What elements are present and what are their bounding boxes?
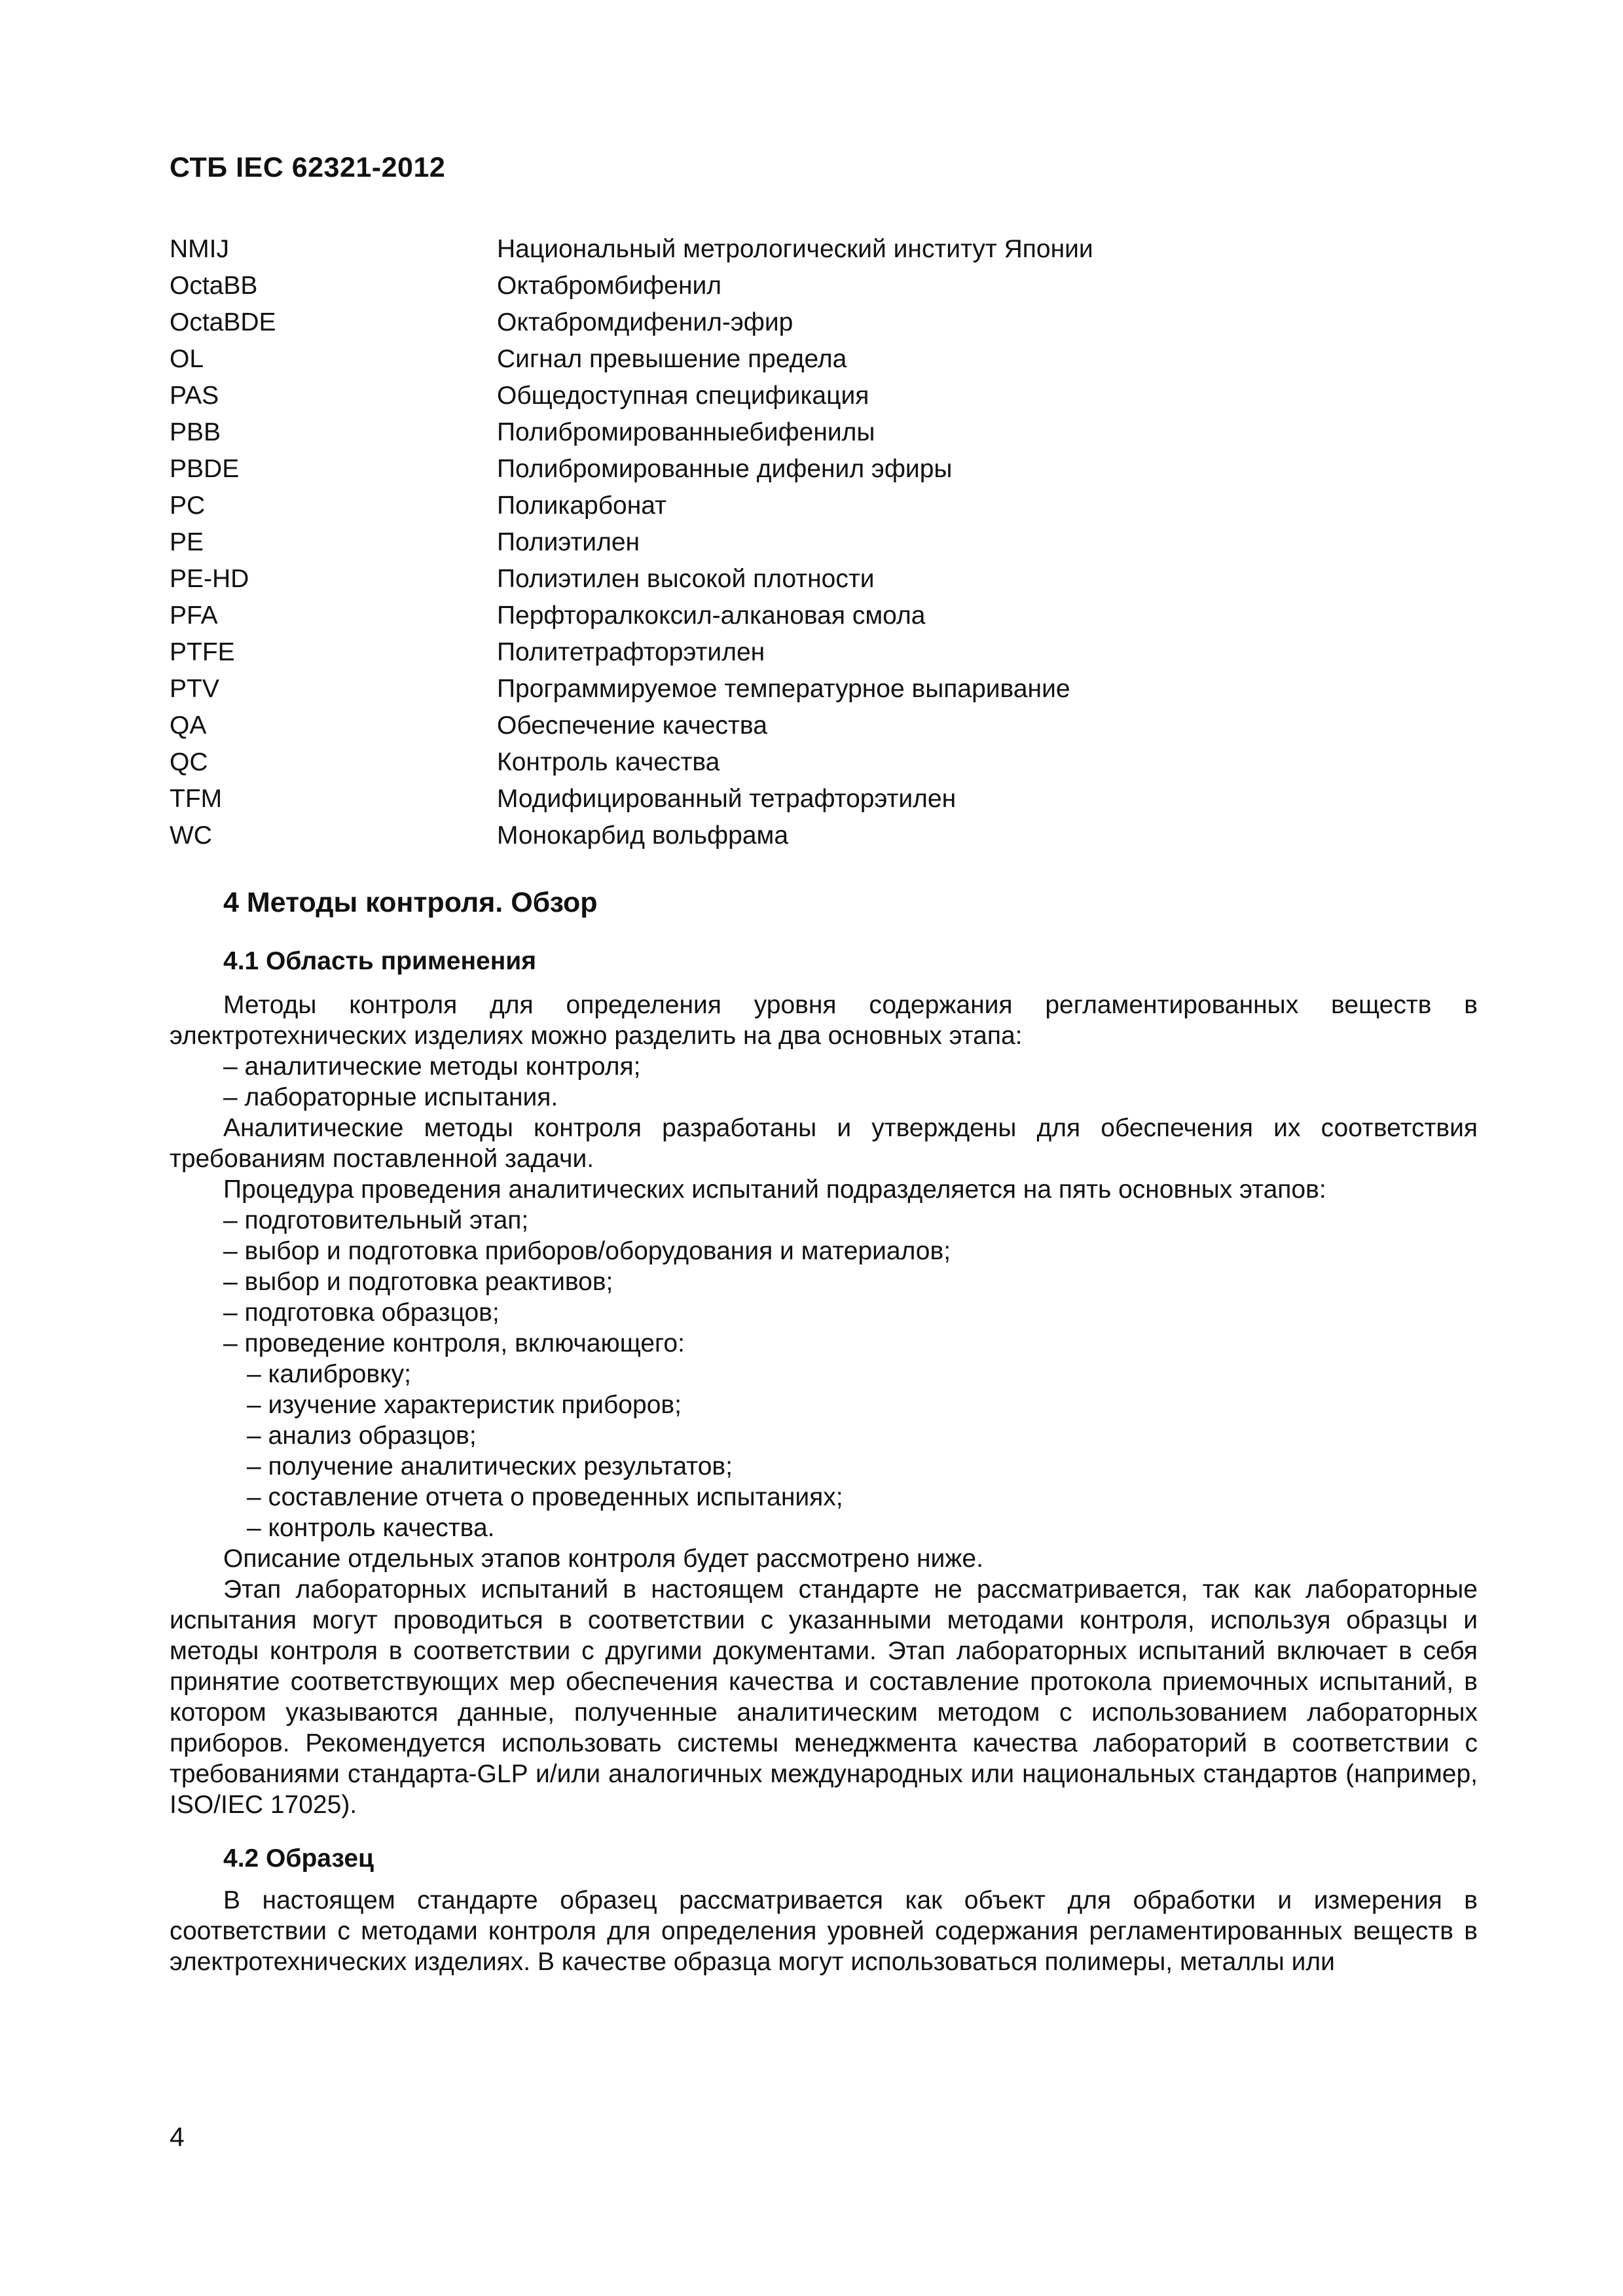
sub-list-item: – контроль качества.	[247, 1514, 495, 1542]
abbreviation-description: Полиэтилен высокой плотности	[497, 565, 875, 593]
abbreviation-row	[170, 598, 1413, 634]
abbreviation-description: Общедоступная спецификация	[497, 382, 869, 410]
abbreviation-code: QA	[170, 711, 207, 740]
abbreviation-description: Национальный метрологический институт Японии	[497, 235, 1093, 263]
abbreviation-row	[170, 488, 1413, 524]
list-item: – проведение контроля, включающего:	[223, 1329, 685, 1357]
abbreviation-row	[170, 781, 1413, 817]
abbreviation-code: WC	[170, 821, 212, 850]
abbreviation-code: PE	[170, 528, 204, 556]
abbreviation-code: PBDE	[170, 455, 240, 483]
subsection-title-4-2: 4.2 Образец	[223, 1844, 374, 1873]
list-item: – подготовительный этап;	[223, 1206, 529, 1234]
sub-list-item: – изучение характеристик приборов;	[247, 1391, 682, 1419]
abbreviation-row	[170, 671, 1413, 708]
abbreviation-row	[170, 231, 1413, 268]
abbreviation-description: Монокарбид вольфрама	[497, 821, 789, 850]
list-item: – выбор и подготовка реактивов;	[223, 1268, 613, 1296]
abbreviation-row	[170, 341, 1413, 378]
abbreviation-row	[170, 451, 1413, 488]
paragraph: Описание отдельных этапов контроля будет рассмотрено ниже.	[223, 1545, 983, 1573]
abbreviation-description: Полибромированные дифенил эфиры	[497, 455, 953, 483]
abbreviation-description: Модифицированный тетрафторэтилен	[497, 785, 957, 813]
abbreviation-row	[170, 817, 1413, 854]
abbreviation-row	[170, 634, 1413, 671]
subsection-body-4-1	[170, 990, 1478, 1820]
paragraph: В настоящем стандарте образец рассматривается как объект для обработки и измерения в соответствии с методами контроля для определения уровней содержания регламентированных веществ в электротехнических изделиях. В качестве образца могут использоваться полимеры, металлы или	[170, 1886, 1478, 1976]
abbreviation-code: PC	[170, 492, 206, 520]
abbreviation-row	[170, 524, 1413, 561]
abbreviation-description: Программируемое температурное выпаривание	[497, 675, 1070, 703]
section-title: 4 Методы контроля. Обзор	[223, 887, 598, 918]
abbreviation-code: NMIJ	[170, 235, 229, 263]
abbreviation-code: QC	[170, 748, 208, 776]
sub-list-item: – получение аналитических результатов;	[247, 1452, 733, 1480]
paragraph: Процедура проведения аналитических испытаний подразделяется на пять основных этапов:	[223, 1175, 1326, 1204]
abbreviation-description: Полибромированныебифенилы	[497, 418, 875, 446]
abbreviation-description: Октабромдифенил-эфир	[497, 308, 793, 336]
abbreviation-description: Октабромбифенил	[497, 272, 722, 300]
paragraph: Этап лабораторных испытаний в настоящем стандарте не рассматривается, так как лабораторные испытания могут проводиться в соответствии с указанными методами контроля, используя образцы и методы контроля в соответствии с другими документами. Этап лабораторных испытаний включает в себя принятие соответствующих мер обеспечения качества и составление протокола приемочных испытаний, в котором указываются данные, полученные аналитическим методом с использованием лабораторных приборов. Рекомендуется использовать системы менеджмента качества лабораторий в соответствии с требованиями стандарта-GLP и/или аналогичных международных или национальных стандартов (например, ISO/IEC 17025).	[170, 1575, 1478, 1819]
abbreviation-description: Контроль качества	[497, 748, 720, 776]
abbreviation-description: Обеспечение качества	[497, 711, 767, 740]
abbreviation-description: Сигнал превышение предела	[497, 345, 847, 373]
paragraph: Аналитические методы контроля разработаны и утверждены для обеспечения их соответствия требованиям поставленной задачи.	[170, 1114, 1478, 1173]
subsection-body-4-2	[170, 1885, 1478, 1977]
abbreviation-code: PE-HD	[170, 565, 249, 593]
abbreviation-code: OL	[170, 345, 204, 373]
abbreviation-row	[170, 744, 1413, 781]
abbreviation-description: Перфторалкоксил-алкановая смола	[497, 601, 926, 630]
sub-list-item: – составление отчета о проведенных испытаниях;	[247, 1483, 843, 1511]
list-item: – аналитические методы контроля;	[223, 1052, 641, 1081]
sub-list-item: – анализ образцов;	[247, 1422, 477, 1450]
abbreviation-list	[170, 231, 1413, 854]
abbreviation-row	[170, 304, 1413, 341]
abbreviation-row	[170, 268, 1413, 304]
list-item: – лабораторные испытания.	[223, 1083, 558, 1111]
paragraph: Методы контроля для определения уровня содержания регламентированных веществ в электротехнических изделиях можно разделить на два основных этапа:	[170, 991, 1478, 1050]
abbreviation-description: Полиэтилен	[497, 528, 640, 556]
abbreviation-row	[170, 414, 1413, 451]
list-item: – выбор и подготовка приборов/оборудования и материалов;	[223, 1237, 951, 1265]
subsection-title-4-1: 4.1 Область применения	[223, 947, 536, 975]
sub-list-item: – калибровку;	[247, 1360, 411, 1388]
abbreviation-code: OctaBB	[170, 272, 258, 300]
abbreviation-row	[170, 378, 1413, 414]
abbreviation-row	[170, 561, 1413, 598]
list-item: – подготовка образцов;	[223, 1299, 500, 1327]
abbreviation-code: OctaBDE	[170, 308, 276, 336]
abbreviation-code: PTV	[170, 675, 219, 703]
abbreviation-description: Политетрафторэтилен	[497, 638, 765, 666]
abbreviation-code: TFM	[170, 785, 223, 813]
abbreviation-description: Поликарбонат	[497, 492, 666, 520]
abbreviation-code: PBB	[170, 418, 221, 446]
abbreviation-row	[170, 708, 1413, 744]
abbreviation-code: PFA	[170, 601, 218, 630]
standard-header: СТБ IEC 62321-2012	[170, 152, 446, 183]
abbreviation-code: PTFE	[170, 638, 235, 666]
page-number: 4	[170, 2122, 185, 2152]
abbreviation-code: PAS	[170, 382, 219, 410]
